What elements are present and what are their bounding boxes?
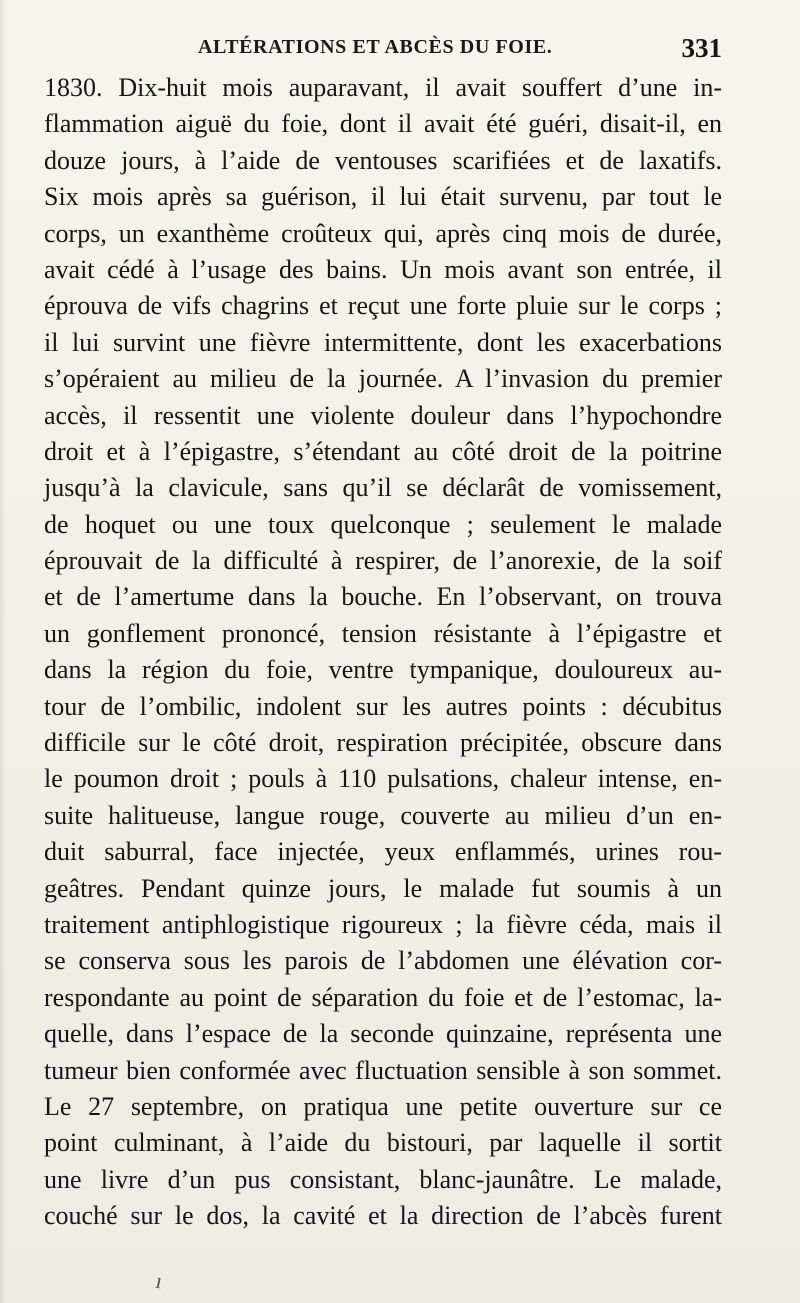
text-line: un gonflement prononcé, tension résistante à l’épigastre et — [44, 618, 722, 648]
text-line: suite halitueuse, langue rouge, couverte au milieu d’un en- — [44, 800, 722, 830]
text-line: flammation aiguë du foie, dont il avait été guéri, disait-il, en — [44, 109, 722, 139]
text-line: difficile sur le côté droit, respiration précipitée, obscure dans — [44, 728, 722, 758]
page-header — [44, 33, 722, 66]
text-line: tumeur bien conformée avec fluctuation sensible à son sommet. — [44, 1055, 722, 1085]
page-number: 331 — [681, 33, 722, 63]
text-line: avait cédé à l’usage des bains. Un mois avant son entrée, il — [44, 254, 722, 284]
text-line: éprouva de vifs chagrins et reçut une forte pluie sur le corps ; — [44, 291, 722, 321]
body-text — [44, 70, 722, 1235]
text-line: se conserva sous les parois de l’abdomen une élévation cor- — [44, 946, 722, 976]
page-edge-shadow — [0, 0, 6, 1303]
text-line: accès, il ressentit une violente douleur dans l’hypochondre — [44, 400, 722, 430]
text-line: 1830. Dix-huit mois auparavant, il avait souffert d’une in- — [44, 73, 722, 102]
text-line: une livre d’un pus consistant, blanc-jaunâtre. Le malade, — [44, 1164, 722, 1194]
text-line: s’opéraient au milieu de la journée. A l’invasion du premier — [44, 364, 722, 394]
text-line: traitement antiphlogistique rigoureux ; la fièvre céda, mais il — [44, 909, 722, 939]
text-line: jusqu’à la clavicule, sans qu’il se déclarât de vomissement, — [44, 473, 722, 503]
text-line: quelle, dans l’espace de la seconde quinzaine, représenta une — [44, 1019, 722, 1049]
text-line: Six mois après sa guérison, il lui était survenu, par tout le — [44, 182, 722, 212]
text-line: droit et à l’épigastre, s’étendant au côté droit de la poitrine — [44, 436, 722, 466]
text-line: de hoquet ou une toux quelconque ; seulement le malade — [44, 509, 722, 539]
text-line: respondante au point de séparation du foie et de l’estomac, la- — [44, 982, 722, 1012]
text-line: et de l’amertume dans la bouche. En l’observant, on trouva — [44, 582, 722, 612]
text-line: geâtres. Pendant quinze jours, le malade fut soumis à un — [44, 873, 722, 903]
text-line: éprouvait de la difficulté à respirer, de l’anorexie, de la soif — [44, 546, 722, 576]
stray-print-mark: ı — [153, 1267, 165, 1294]
running-head: ALTÉRATIONS ET ABCÈS DU FOIE. — [198, 36, 553, 58]
text-line: douze jours, à l’aide de ventouses scarifiées et de laxatifs. — [44, 145, 722, 175]
text-line: dans la région du foie, ventre tympanique, douloureux au- — [44, 655, 722, 685]
text-line: couché sur le dos, la cavité et la direction de l’abcès furent — [44, 1201, 722, 1231]
text-line: duit saburral, face injectée, yeux enflammés, urines rou- — [44, 837, 722, 867]
text-line: le poumon droit ; pouls à 110 pulsations, chaleur intense, en- — [44, 764, 722, 794]
text-line: point culminant, à l’aide du bistouri, par laquelle il sortit — [44, 1128, 722, 1158]
text-line: tour de l’ombilic, indolent sur les autres points : décubitus — [44, 691, 722, 721]
text-line: Le 27 septembre, on pratiqua une petite ouverture sur ce — [44, 1091, 722, 1121]
text-line: il lui survint une fièvre intermittente, dont les exacerbations — [44, 327, 722, 357]
text-line: corps, un exanthème croûteux qui, après cinq mois de durée, — [44, 218, 722, 248]
